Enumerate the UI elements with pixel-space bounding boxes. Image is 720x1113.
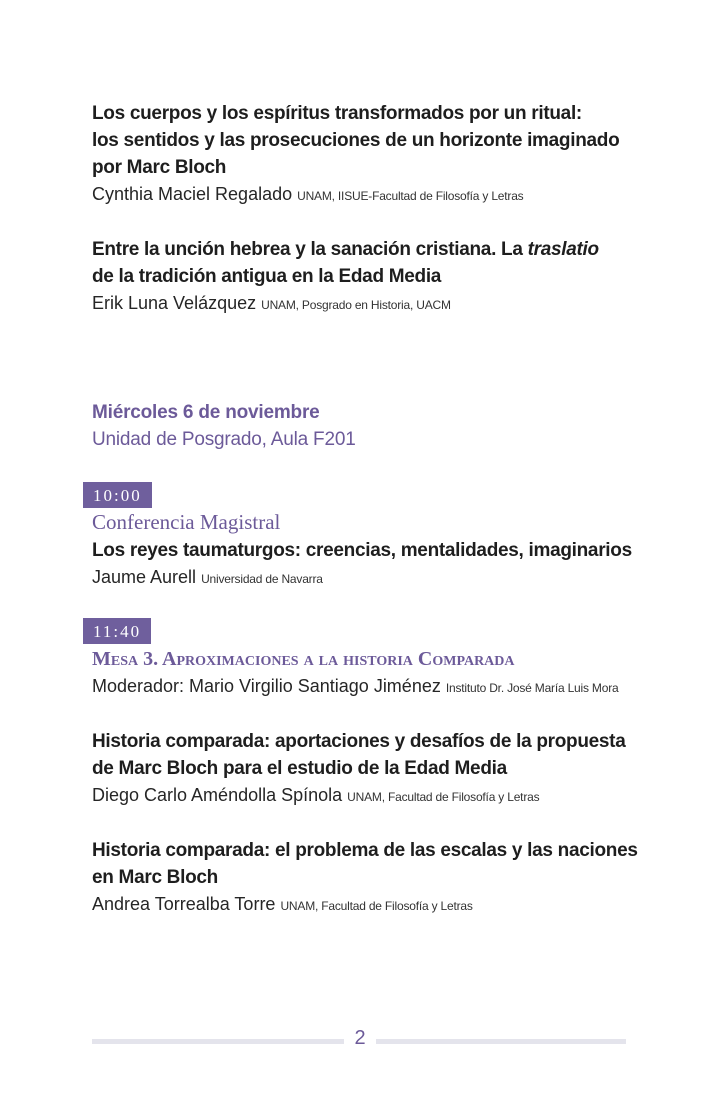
author-name: Diego Carlo Améndolla Spínola (92, 785, 343, 805)
talk-entry (92, 100, 652, 209)
moderator-affiliation: Instituto Dr. José María Luis Mora (445, 681, 619, 695)
author-affiliation: Universidad de Navarra (201, 572, 323, 586)
day-heading (92, 399, 652, 453)
time-badge: 10:00 (83, 482, 152, 508)
talk-author (92, 181, 652, 209)
talk-author (92, 564, 652, 592)
author-affiliation: UNAM, Facultad de Filosofía y Letras (280, 899, 473, 913)
talk-entry (92, 837, 652, 919)
talk-title-line: Los cuerpos y los espíritus transformados por un ritual: (92, 103, 582, 124)
session-title: Conferencia Magistral (92, 510, 281, 534)
talk-entry (92, 728, 652, 810)
talk-title-line: los sentidos y las prosecuciones de un horizonte imaginado (92, 130, 620, 151)
talk-title (92, 100, 652, 181)
talk-title-line: de la tradición antigua en la Edad Media (92, 266, 442, 287)
talk-title-line: de Marc Bloch para el estudio de la Edad Media (92, 758, 507, 779)
talk-title (92, 236, 652, 290)
talk-title-italic: traslatio (527, 239, 599, 260)
session-block (92, 508, 652, 592)
talk-author (92, 782, 652, 810)
talk-title (92, 837, 652, 891)
page-number: 2 (354, 1027, 366, 1049)
talk-author (92, 891, 652, 919)
author-name: Erik Luna Velázquez (92, 293, 257, 313)
session-title: Mesa 3. Aproximaciones a la historia Comparada (92, 648, 515, 670)
footer-rule-left (92, 1039, 344, 1044)
session-block (92, 645, 652, 701)
footer-rule-right (376, 1039, 626, 1044)
time-badge: 11:40 (83, 618, 151, 644)
talk-title-line: Entre la unción hebrea y la sanación cristiana. La (92, 239, 528, 260)
talk-title (92, 728, 652, 782)
talk-title: Los reyes taumaturgos: creencias, mentalidades, imaginarios (92, 540, 632, 561)
author-name: Jaume Aurell (92, 567, 197, 587)
author-name: Cynthia Maciel Regalado (92, 184, 293, 204)
talk-entry (92, 236, 652, 318)
talk-author (92, 290, 652, 318)
moderator-name: Moderador: Mario Virgilio Santiago Jiménez (92, 676, 441, 696)
day-date: Miércoles 6 de noviembre (92, 402, 320, 423)
day-place: Unidad de Posgrado, Aula F201 (92, 429, 356, 450)
moderator (92, 673, 652, 701)
talk-title-line: Historia comparada: el problema de las escalas y las naciones (92, 840, 638, 861)
author-affiliation: UNAM, Posgrado en Historia, UACM (261, 298, 451, 312)
author-affiliation: UNAM, IISUE-Facultad de Filosofía y Letras (297, 189, 524, 203)
talk-title-line: Historia comparada: aportaciones y desafíos de la propuesta (92, 731, 626, 752)
author-name: Andrea Torrealba Torre (92, 894, 276, 914)
talk-title-line: por Marc Bloch (92, 157, 227, 178)
author-affiliation: UNAM, Facultad de Filosofía y Letras (347, 790, 540, 804)
talk-title-line: en Marc Bloch (92, 867, 218, 888)
